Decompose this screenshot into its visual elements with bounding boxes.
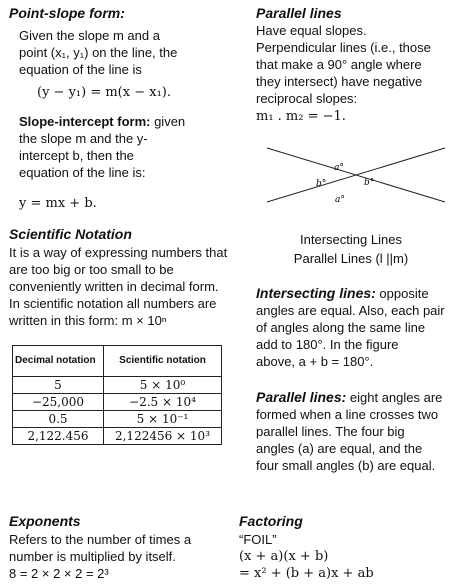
intersecting-line-3: of angles along the same line xyxy=(256,320,426,335)
slope-intercept-label: Slope-intercept form: xyxy=(19,114,151,129)
exponents-text xyxy=(9,531,229,582)
factoring-expansion: = x² + (b + a)x + ab xyxy=(239,566,374,581)
parallel-line-1: Have equal slopes. xyxy=(256,23,367,38)
parallel-line-5: reciprocal slopes: xyxy=(256,91,358,106)
parallel-lines-bottom-label: Parallel lines: xyxy=(256,389,347,405)
parallel-bottom-line-5: four small angles (b) are equal. xyxy=(256,458,436,473)
angle-label-b-right: b° xyxy=(364,178,375,188)
point-slope-line-1: Given the slope m and a xyxy=(19,28,160,43)
scientific-line-3: conveniently written in decimal form. xyxy=(9,279,219,294)
slope-intercept-line-4: equation of the line is: xyxy=(19,165,146,180)
parallel-lines-text xyxy=(256,22,451,107)
scientific-line-4: In scientific notation all numbers are xyxy=(9,296,217,311)
exponents-line-1: Refers to the number of times a xyxy=(9,532,192,547)
table-cell: −25,000 xyxy=(13,394,104,411)
parallel-line-4: they intersect) have negative xyxy=(256,74,423,89)
table-cell: 2,122.456 xyxy=(13,428,104,445)
slope-intercept-line-1-rest: given xyxy=(150,114,186,129)
table-cell: 5 × 10⁰ xyxy=(104,377,222,394)
figure-captions xyxy=(256,231,446,267)
parallel-bottom-line-4: angles (a) are equal, and the xyxy=(256,441,423,456)
exponents-title: Exponents xyxy=(9,513,81,529)
factoring-title: Factoring xyxy=(239,513,303,529)
intersecting-line-1-rest: opposite xyxy=(375,286,429,301)
table-row xyxy=(13,377,222,394)
angle-label-a-top: a° xyxy=(334,163,344,173)
parallel-bottom-line-3: parallel lines. The four big xyxy=(256,424,405,439)
intersecting-line-2: angles are equal. Also, each pair xyxy=(256,303,445,318)
angle-label-b-left: b° xyxy=(316,179,327,189)
intersecting-lines-figure xyxy=(255,140,455,215)
factoring-expression: (x + a)(x + b) xyxy=(239,549,329,564)
parallel-bottom-line-1-rest: eight angles are xyxy=(346,390,443,405)
table-row xyxy=(13,394,222,411)
scientific-notation-title: Scientific Notation xyxy=(9,226,132,242)
point-slope-text xyxy=(19,27,219,78)
point-slope-line-3: equation of the line is xyxy=(19,62,142,77)
parallel-line-2: Perpendicular lines (i.e., those xyxy=(256,40,431,55)
scientific-notation-text xyxy=(9,244,242,329)
intersecting-line-4: add to 180°. In the figure xyxy=(256,337,399,352)
angle-label-a-bottom: a° xyxy=(335,195,345,205)
exponents-line-2: number is multiplied by itself. xyxy=(9,549,176,564)
figure-caption-1: Intersecting Lines xyxy=(300,232,402,247)
slope-intercept-text xyxy=(19,113,229,181)
intersecting-lines-label: Intersecting lines: xyxy=(256,285,376,301)
figure-caption-2: Parallel Lines (l ||m) xyxy=(293,251,409,266)
perpendicular-formula: m₁ . m₂ = −1. xyxy=(256,109,346,124)
scientific-line-2: are too big or too small to be xyxy=(9,262,174,277)
scientific-line-5: written in this form: m × 10ⁿ xyxy=(9,313,167,328)
table-row xyxy=(13,428,222,445)
point-slope-title: Point-slope form: xyxy=(9,5,125,21)
table-cell: 0.5 xyxy=(13,411,104,428)
exponents-line-3: 8 = 2 × 2 × 2 = 2³ xyxy=(9,566,109,581)
point-slope-formula: (y − y₁) = m(x − x₁). xyxy=(37,85,171,100)
table-header-scientific: Scientific notation xyxy=(104,346,222,377)
table-header-decimal: Decimal notation xyxy=(13,346,104,377)
slope-intercept-line-2: the slope m and the y- xyxy=(19,131,148,146)
scientific-line-1: It is a way of expressing numbers that xyxy=(9,245,228,260)
point-slope-line-2: point (x₁, y₁) on the line, the xyxy=(19,45,178,60)
slope-intercept-line-3: intercept b, then the xyxy=(19,148,134,163)
table-cell: 2,122456 × 10³ xyxy=(104,428,222,445)
slope-intercept-formula: y = mx + b. xyxy=(19,196,97,211)
intersecting-line-5: above, a + b = 180°. xyxy=(256,354,374,369)
scientific-notation-table xyxy=(12,345,222,445)
intersecting-lines-text xyxy=(256,285,448,370)
factoring-text xyxy=(239,531,449,582)
parallel-lines-bottom-text xyxy=(256,389,451,474)
table-header-row xyxy=(13,346,222,377)
table-cell: 5 xyxy=(13,377,104,394)
parallel-line-3: that make a 90° angle where xyxy=(256,57,422,72)
table-cell: −2.5 × 10⁴ xyxy=(104,394,222,411)
parallel-bottom-line-2: formed when a line crosses two xyxy=(256,407,439,422)
table-row xyxy=(13,411,222,428)
parallel-lines-title: Parallel lines xyxy=(256,5,342,21)
factoring-foil: “FOIL” xyxy=(239,532,277,547)
table-cell: 5 × 10⁻¹ xyxy=(104,411,222,428)
